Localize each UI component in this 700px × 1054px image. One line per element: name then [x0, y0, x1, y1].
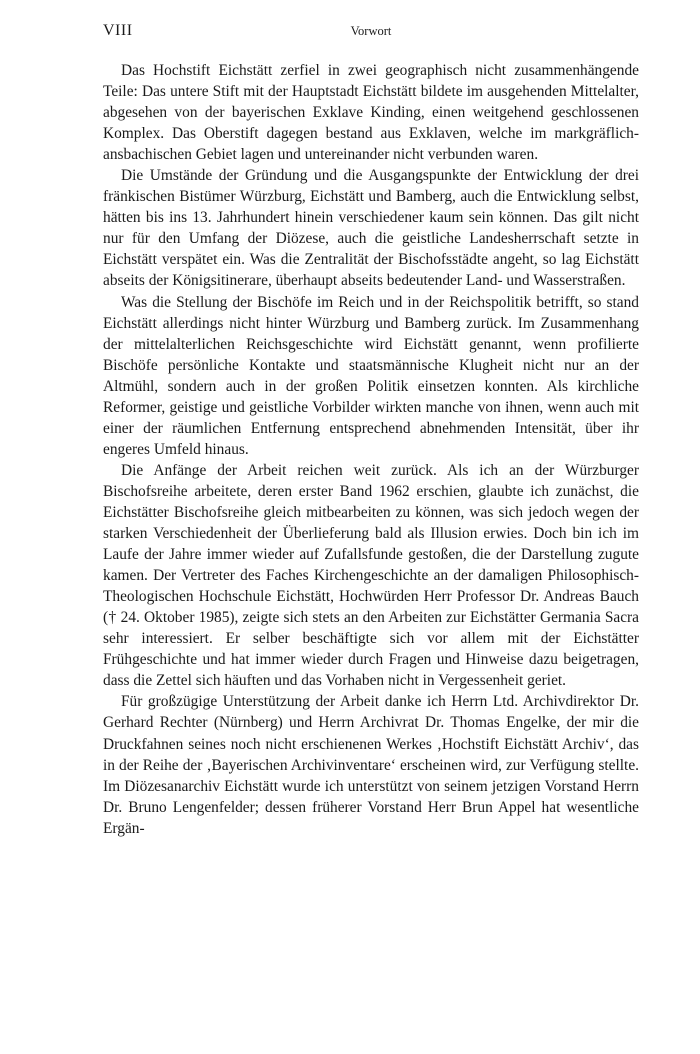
- paragraph-2: Die Umstände der Gründung und die Ausgangspunkte der Entwicklung der drei fränkischen Bistümer Würzburg, Eichstätt und Bamberg, auch die Entwicklung selbst, hätten bis ins 13. Jahrhundert hinein verschiedener kaum sein können. Das gilt nicht nur für den Umfang der Diözese, auch die geistliche Landesherrschaft setzte in Eichstätt verspätet ein. Was die Zentralität der Bischofsstädte angeht, so lag Eichstätt abseits der Königsitinerare, überhaupt abseits bedeutender Land- und Wasserstraßen.: [103, 167, 639, 290]
- body-text: [103, 60, 639, 839]
- paragraph-5: Für großzügige Unterstützung der Arbeit danke ich Herrn Ltd. Archivdirektor Dr. Gerhard Rechter (Nürnberg) und Herrn Archivrat Dr. Thomas Engelke, der mir die Druckfahnen seines noch nicht erschienenen Werkes ‚Hochstift Eichstätt Archiv‘, das in der Reihe der ‚Bayerischen Archivinventare‘ erscheinen wird, zur Verfügung stellte. Im Diözesanarchiv Eichstätt wurde ich unterstützt von seinem jetzigen Vorstand Herrn Dr. Bruno Lengenfelder; dessen früherer Vorstand Herr Brun Appel hat wesentliche Ergän-: [103, 693, 639, 837]
- paragraph-1: Das Hochstift Eichstätt zerfiel in zwei geographisch nicht zusammenhängende Teile: Das untere Stift mit der Hauptstadt Eichstätt bildete im ausgehenden Mittelalter, abgesehen von der bayerischen Exklave Kinding, einen weitgehend geschlossenen Komplex. Das Oberstift dagegen bestand aus Exklaven, welche im markgräflich-ansbachischen Gebiet lagen und untereinander nicht verbunden waren.: [103, 62, 639, 164]
- paragraph-3: Was die Stellung der Bischöfe im Reich und in der Reichspolitik betrifft, so stand Eichstätt allerdings nicht hinter Würzburg und Bamberg zurück. Im Zusammenhang der mittelalterlichen Reichsgeschichte wird Eichstätt genannt, wenn profilierte Bischöfe persönliche Kontakte und staatsmännische Klugheit nicht nur an der Altmühl, sondern auch in der großen Politik einsetzen konnten. Als kirchliche Reformer, geistige und geistliche Vorbilder wirkten manche von ihnen, wenn auch mit einer der räumlichen Entfernung entsprechend abnehmenden Intensität, über ihr engeres Umfeld hinaus.: [103, 293, 639, 458]
- paragraph-4: Die Anfänge der Arbeit reichen weit zurück. Als ich an der Würzburger Bischofsreihe arbeitete, deren erster Band 1962 erschien, glaubte ich zunächst, die Eichstätter Bischofsreihe gleich mitbearbeiten zu können, was sich jedoch wegen der starken Verschiedenheit der Überlieferung bald als Illusion erwies. Doch bin ich im Laufe der Jahre immer wieder auf Zufallsfunde gestoßen, die der Darstellung zugute kamen. Der Vertreter des Faches Kirchengeschichte an der damaligen Philosophisch-Theologischen Hochschule Eichstätt, Hochwürden Herr Professor Dr. Andreas Bauch († 24. Oktober 1985), zeigte sich stets an den Arbeiten zur Eichstätter Germania Sacra sehr interessiert. Er selber beschäftigte sich vor allem mit der Eichstätter Frühgeschichte und hat immer wieder durch Fragen und Hinweise dazu beigetragen, dass die Zettel sich häuften und das Vorhaben nicht in Vergessenheit geriet.: [103, 461, 639, 690]
- running-head: Vorwort: [350, 24, 392, 38]
- book-page: [103, 22, 639, 839]
- page-number: VIII: [103, 22, 133, 39]
- page-header: [103, 22, 639, 48]
